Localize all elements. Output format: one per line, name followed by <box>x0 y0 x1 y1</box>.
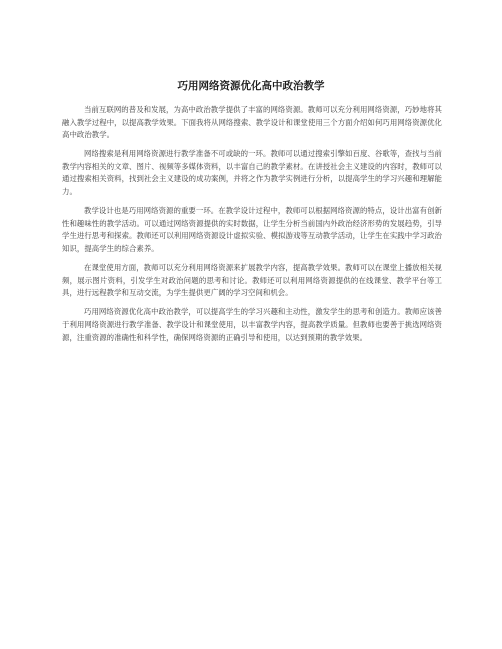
paragraph-intro: 当前互联网的普及和发展，为高中政治教学提供了丰富的网络资源。教师可以充分利用网络资源，巧妙地将其融入教学过程中，以提高教学效果。下面我将从网络搜索、教学设计和课堂使用三个方面介绍如何巧用网络资源优化高中政治教学。 <box>62 105 442 140</box>
document-body <box>62 104 442 351</box>
paragraph-conclusion: 巧用网络资源优化高中政治教学，可以提高学生的学习兴趣和主动性，激发学生的思考和创造力。教师应该善于利用网络资源进行教学准备、教学设计和课堂使用，以丰富教学内容，提高教学质量。但教师也要善于挑选网络资源，注重资源的准确性和科学性，确保网络资源的正确引导和使用，以达到预期的教学效果。 <box>62 307 442 342</box>
paragraph-design: 教学设计也是巧用网络资源的重要一环。在教学设计过程中，教师可以根据网络资源的特点，设计出富有创新性和趣味性的教学活动。可以通过网络资源提供的实时数据，让学生分析当前国内外政治经济形势的发展趋势，引导学生进行思考和探索。教师还可以利用网络资源设计虚拟实验、模拟游戏等互动教学活动，让学生在实践中学习政治知识，提高学生的综合素养。 <box>62 206 442 253</box>
paragraph-classroom: 在课堂使用方面，教师可以充分利用网络资源来扩展教学内容，提高教学效果。教师可以在课堂上播放相关视频，展示图片资料，引发学生对政治问题的思考和讨论。教师还可以利用网络资源提供的在线课堂、教学平台等工具，进行远程教学和互动交流，为学生提供更广阔的学习空间和机会。 <box>62 263 442 298</box>
document-title: 巧用网络资源优化高中政治教学 <box>177 80 325 92</box>
paragraph-search: 网络搜索是利用网络资源进行教学准备不可或缺的一环。教师可以通过搜索引擎如百度、谷歌等，查找与当前教学内容相关的文章、图片、视频等多媒体资料，以丰富自己的教学素材。在讲授社会主义建设的内容时，教师可以通过搜索相关资料，找到社会主义建设的成功案例，并将之作为教学实例进行分析，以提高学生的学习兴趣和理解能力。 <box>62 149 442 197</box>
